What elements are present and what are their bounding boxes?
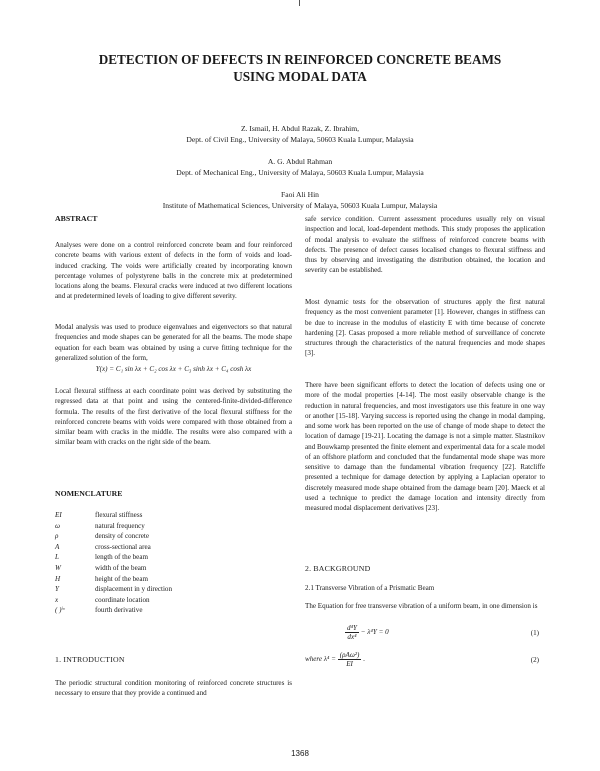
paper-title [40, 51, 560, 85]
abstract-heading: ABSTRACT [55, 214, 98, 223]
right-paragraph-3: There have been significant efforts to detect the location of defects using one or more of the modal properties [4-14]. The most easily observable change is the reduction in natural frequencies, and most investigators use this feature in one way or another [15-18]. Varying success is reported using the change in modal damping, and some work has been reported on the use of change of mode shape to detect the location of damage [19-21]. Locating the damage is not a simple matter. Slastnikov and Bouwkamp presented the finite element and experimental data for a scale model of an offshore platform and concluded that the fundamental mode shape was more sensitive to damage than the fundamental vibration frequency [22]. Ratcliffe presented a technique for damage detection by applying a Laplacian operator to discretely measured mode shape obtained from the damage beam [20]. Maeck et al used a technique to predict the damage location and intensity directly from measured modal displacement derivatives [23]. [305, 381, 545, 512]
symbol: A [55, 542, 60, 551]
eq1-label: (1) [530, 628, 539, 637]
symbol: W [55, 563, 61, 572]
symbol: Y [55, 585, 59, 594]
symbol: ρ [55, 532, 59, 541]
nomenclature-item [55, 584, 292, 595]
nomenclature-item [55, 595, 292, 606]
author-affiliation: Institute of Mathematical Sciences, University of Malaya, 50603 Kuala Lumpur, Malaysia [162, 200, 438, 210]
meaning: width of the beam [95, 563, 147, 572]
nomenclature-item [55, 605, 292, 616]
nomenclature-item [55, 552, 292, 563]
author-names: Faoi Ali Hin [281, 190, 319, 199]
introduction-heading: 1. INTRODUCTION [55, 655, 125, 664]
symbol: H [55, 574, 61, 583]
eq1-fraction [345, 624, 359, 641]
meaning: displacement in y direction [95, 585, 173, 594]
author-block-2 [60, 157, 540, 178]
nomenclature-item [55, 521, 292, 532]
nomenclature-item [55, 574, 292, 585]
symbol: L [55, 553, 59, 562]
meaning: flexural stiffness [95, 511, 143, 519]
background-heading: 2. BACKGROUND [305, 564, 371, 573]
meaning: cross-sectional area [95, 542, 151, 551]
symbol: ω [55, 521, 61, 530]
eq2-prefix: where λ⁴ = [305, 655, 336, 664]
meaning: density of concrete [95, 532, 149, 541]
meaning: length of the beam [95, 553, 148, 562]
author-names: Z. Ismail, H. Abdul Razak, Z. Ibrahim, [240, 124, 360, 133]
equation-2 [305, 651, 545, 668]
title-line-2: USING MODAL DATA [233, 69, 367, 84]
background-paragraph: The Equation for free transverse vibration of a uniform beam, in one dimension is [305, 602, 538, 610]
nomenclature-item [55, 563, 292, 574]
nomenclature-list [55, 510, 292, 616]
abstract-equation: Y(x) = C₁ sin λx + C₂ cos λx + C₃ sinh λx + C₄ cosh λx [95, 365, 252, 373]
eq1-denominator: dx⁴ [347, 633, 357, 641]
meaning: coordinate location [95, 595, 150, 604]
eq2-denominator: EI [346, 660, 353, 668]
abstract-paragraph-1: Analyses were done on a control reinforced concrete beam and four reinforced concrete beams with various extent of defects in the form of voids and load-induced cracking. The voids were artificially created by incorporating known percentage volumes of polystyrene balls in the concrete mix at predetermined locations along the beams. Flexural cracks were induced at two different locations and at predetermined levels of loading to give different severity. [55, 241, 292, 301]
symbol: x [55, 595, 59, 604]
nomenclature-item [55, 510, 292, 521]
eq2-numerator: (ρAω²) [339, 651, 360, 659]
subsection-heading: 2.1 Transverse Vibration of a Prismatic Beam [305, 584, 435, 592]
title-line-1: DETECTION OF DEFECTS IN REINFORCED CONCRETE BEAMS [98, 52, 502, 67]
meaning: height of the beam [95, 574, 148, 583]
meaning: fourth derivative [95, 606, 143, 615]
eq1-numerator: d⁴Y [347, 624, 357, 632]
nomenclature-heading: NOMENCLATURE [55, 489, 123, 498]
equation-1 [305, 624, 545, 641]
abstract-paragraph-3: Local flexural stiffness at each coordinate point was derived by substituting the regressed data at that point and using the centered-finite-divided-difference formula. The results of the first derivative of the local flexural stiffness for the reinforced concrete beams with voids were compared with those obtained from a similar beam with cracks in the middle. The results were also compared with a similar beam with cracks on the right side of the beam. [55, 387, 292, 447]
right-paragraph-2: Most dynamic tests for the observation of structures apply the first natural frequency as the most convenient parameter [1]. However, changes in stiffness can be due to increase in the modulus of elasticity E with time because of concrete hardening [2]. Casas proposed a more reliable method of surveillance of concrete structures through the characteristics of the natural frequencies and mode shapes [3]. [305, 298, 545, 358]
author-affiliation: Dept. of Civil Eng., University of Malaya, 50603 Kuala Lumpur, Malaysia [186, 134, 414, 144]
eq1-rest: − λ⁴Y = 0 [360, 628, 389, 637]
scan-tick-mark [299, 0, 300, 6]
eq2-fraction [338, 651, 362, 668]
symbol: EI [55, 511, 62, 519]
meaning: natural frequency [95, 521, 145, 530]
symbol: ( )ⁱᵛ [55, 606, 65, 615]
abstract-paragraph-2: Modal analysis was used to produce eigenvalues and eigenvectors so that natural frequencies and mode shapes can be generated for all the beams. The mode shape equation for each beam was obtained by using a curve fitting technique for the generalized solution of the form, [55, 323, 292, 362]
nomenclature-item [55, 531, 292, 542]
eq2-suffix: . [363, 655, 365, 664]
author-affiliation: Dept. of Mechanical Eng., University of Malaya, 50603 Kuala Lumpur, Malaysia [176, 167, 424, 177]
author-block-1 [60, 124, 540, 145]
eq2-label: (2) [530, 655, 539, 664]
nomenclature-item [55, 542, 292, 553]
right-paragraph-1: safe service condition. Current assessment procedures usually rely on visual inspection and local, load-dependent methods. This study proposes the application of modal analysis to evaluate the stiffness of reinforced concrete beams with defects. The presence of defect causes localised changes to flexural stiffness and thus by observing and investigating the distribution obtained, the location and severity can be established. [305, 215, 545, 275]
author-block-3 [60, 190, 540, 211]
page-number: 1368 [291, 749, 309, 758]
author-names: A. G. Abdul Rahman [267, 157, 333, 166]
introduction-paragraph: The periodic structural condition monitoring of reinforced concrete structures is necessary to ensure that they provide a continued and [55, 679, 292, 698]
